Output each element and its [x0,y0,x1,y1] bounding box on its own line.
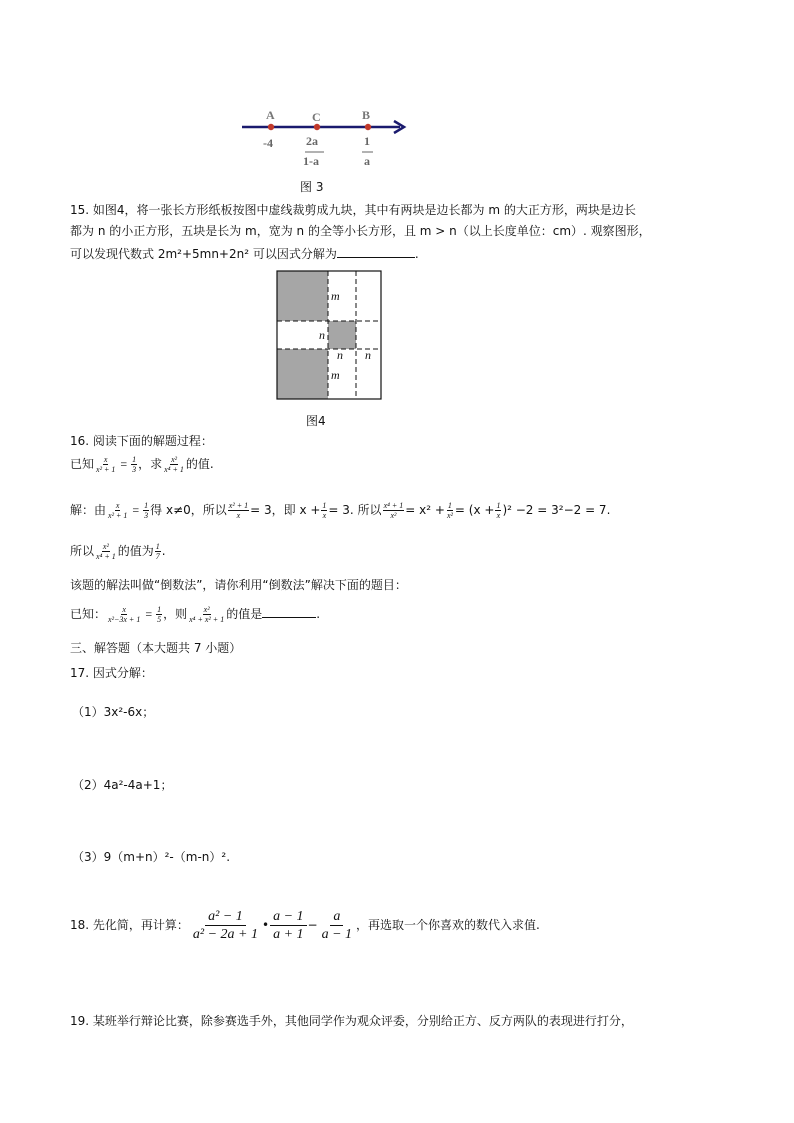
q16-sol-d: = x² + [405,503,445,517]
frac-1-over-x [495,501,501,520]
frac-one-third [143,501,149,520]
figure4-caption: 图4 [306,414,326,428]
frac-num: a − 1 [270,908,306,926]
q18-minus: − [307,918,318,932]
frac-den: a² − 2a + 1 [192,927,258,942]
q18-line [70,908,540,943]
frac-den: x⁴ + 1 [96,552,116,561]
fig4-label-m-bottom: m [331,368,340,382]
q19-line1: 19. 某班举行辩论比赛，除参赛选手外，其他同学作为观众评委，分别给正方、反方两队的表现进行打分， [70,1014,633,1028]
frac-num: a [330,908,343,926]
section-3-heading: 三、解答题（本大题共 7 小题） [70,641,242,655]
frac-num: x [115,501,120,510]
frac-num: 1 [155,542,160,551]
q16-sol-label: 解：由 [70,503,107,517]
frac-den: x² + 1 [108,511,128,520]
frac-one-fifth [156,605,162,624]
frac-x-over-x2p1 [107,501,128,520]
frac-a-over-am1 [319,908,355,943]
q15-line3 [70,243,419,263]
q16-answer-blank[interactable] [262,603,316,618]
frac-num: 1 [157,605,162,614]
frac-num: x² + 1 [228,501,249,510]
q17-part1: （1）3x²-6x； [72,705,155,719]
frac-1-over-x2 [446,501,454,520]
q15-line3-end: . [414,247,419,261]
frac-num: 1 [322,501,327,510]
q16-known-pre: 已知： [70,607,107,621]
frac-den: 7 [155,552,160,561]
q15-line3-text: 可以发现代数式 2m²+5mn+2n² 可以因式分解为 [70,247,337,261]
frac-den: 3 [144,511,149,520]
frac-num: 1 [496,501,501,510]
frac-am1-over-ap1 [270,908,306,943]
fig4-label-n-mid2: n [365,348,371,362]
frac-den: x² [390,511,397,520]
frac-x2-over-x4p1 [163,455,185,474]
frac-x-over-x2m3x1 [107,605,141,624]
q17-part2: （2）4a²-4a+1； [72,778,173,792]
point-b-value-num: 1 [364,134,370,148]
frac-1-over-x [321,501,327,520]
q16-conclusion [70,542,166,561]
q16-known-post: 的值是 [226,607,263,621]
frac-one-third [131,455,137,474]
q15-answer-blank[interactable] [337,243,415,258]
fig4-label-n-left: n [319,328,325,342]
frac-x2-over-x4x21 [188,605,225,624]
frac-num: x⁴ + 1 [383,501,404,510]
frac-den: a + 1 [273,927,304,942]
frac-den: x² + 1 [96,465,116,474]
point-a-label: A [266,108,275,122]
fig4-label-n-mid1: n [337,348,343,362]
frac-den: a − 1 [321,927,353,942]
figure3-caption: 图 3 [300,180,324,194]
q15-line1: 15. 如图4，将一张长方形纸板按图中虚线裁剪成九块，其中有两块是边长都为 m 的大正方形，两块是边长 [70,203,636,217]
frac-num: x² [171,455,178,464]
q17-part3: （3）9（m+n）²-（m-n）². [72,850,231,864]
frac-num: 1 [447,501,452,510]
point-c-label: C [312,110,321,124]
point-b-value-den: a [364,154,370,168]
q16-method-line: 该题的解法叫做“倒数法”，请你利用“倒数法”解决下面的题目： [70,578,407,592]
frac-num: x [122,605,126,614]
q16-sol-f: )² −2 = 3²−2 = 7. [502,503,611,517]
frac-one-seventh [155,542,161,561]
frac-den: x⁴ + 1 [164,465,184,474]
frac-den: x² [446,511,453,520]
q16-known-mid: ，则 [163,607,188,621]
frac-den: x [322,511,327,520]
q16-sol-c: = 3. 所以 [328,503,382,517]
q16-known-end: . [316,607,321,621]
frac-den: 3 [132,465,137,474]
frac-num: x² [102,542,109,551]
frac-den: x [236,511,241,520]
q16-known: 已知： $\frac{x}{\text{x²−3x + 1}}$ = $\frac{1}{5}$ ，则 $\frac{\text{x²}}{\text{x⁴ + x² + 1}}$ 的值是 . [70,605,321,624]
q16-given-pre: 已知 [70,457,95,471]
number-line-figure [230,105,420,175]
point-c-value-num: 2a [306,134,318,148]
q16-conclude-post: . [161,544,166,558]
q16-sol-a: 得 x≠0，所以 [150,503,227,517]
point-a-value: -4 [263,136,273,150]
frac-num: x [103,455,108,464]
q16-title: 16. 阅读下面的解题过程： [70,434,213,448]
q18-post: ，再选取一个你喜欢的数代入求值. [356,918,540,932]
frac-num: x² [203,605,210,614]
frac-num: a² − 1 [205,908,246,926]
q18-pre: 18. 先化简，再计算： [70,918,189,932]
frac-den: x [496,511,501,520]
frac-x2p1-over-x [228,501,249,520]
frac-x2-over-x4p1 [95,542,117,561]
fig4-label-m-top: m [331,289,340,303]
q17-title: 17. 因式分解： [70,666,153,680]
q15-line2: 都为 n 的小正方形，五块是长为 m，宽为 n 的全等小长方形，且 m > n（以上长度单位：cm）. 观察图形， [70,224,651,238]
q16-sol-b: = 3，即 x + [250,503,321,517]
point-b-label: B [362,108,371,122]
q16-given-post: 的值. [185,457,214,471]
frac-den: 5 [157,615,162,624]
q16-conclude-mid: 的值为 [117,544,154,558]
frac-den: x²−3x + 1 [108,615,141,624]
frac-x-over-x2p1 [95,455,116,474]
point-c-value-den: 1-a [303,154,319,168]
frac-den: x⁴ + x² + 1 [189,615,225,624]
frac-a2m1-over-a2m2ap1 [190,908,261,943]
q16-conclude-pre: 所以 [70,544,95,558]
frac-x4p1-over-x2 [383,501,405,520]
q18-dot: • [262,918,270,932]
frac-num: 1 [144,501,149,510]
q16-given: 已知 $\frac{x}{\text{x² + 1}}$ = $\frac{1}{3}$ ，求 $\frac{\text{x²}}{\text{x⁴ + 1}}$ 的值. [70,455,214,474]
q16-sol-e: = (x + [454,503,495,517]
rectangle-diagram-figure [276,270,384,402]
q16-given-mid: ，求 [138,457,163,471]
frac-num: 1 [132,455,137,464]
q16-solution: 解：由 $\frac{x}{\text{x² + 1}}$ = $\frac{1}{3}$ 得 x≠0，所以 $\frac{\text{x² + 1}}{x}$ = 3，即 x + $\frac{1}{x}$ = 3. 所以 $\frac{\text{x⁴ + 1}}{\text{x²}}$ = x² + $\frac{1}{\text{x²}}$ = (x + $\frac{1}{x}$ )² −2 = 3²−2 = 7. [70,501,611,520]
